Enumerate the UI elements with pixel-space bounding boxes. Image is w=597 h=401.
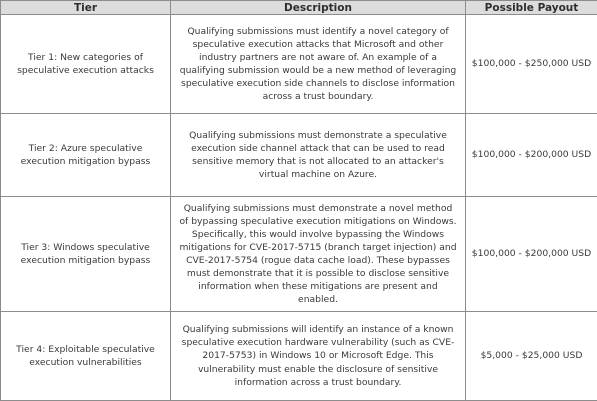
description-cell: Qualifying submissions must demonstrate a novel method of bypassing speculative execution mitigations on Windows. Specifically, this would involve bypassing the Windows mitigations for CVE-2017-5715 (branch target injection) and CVE-2017-5754 (rogue data cache load). These bypasses must demonstrate that it is possible to disclose sensitive information when these mitigations are present and enabled. xyxy=(171,197,466,312)
header-payout: Possible Payout xyxy=(466,1,597,15)
tier-cell: Tier 3: Windows speculative execution mitigation bypass xyxy=(1,197,171,312)
payout-cell: $100,000 - $250,000 USD xyxy=(466,15,597,114)
description-cell: Qualifying submissions will identify an instance of a known speculative execution hardware vulnerability (such as CVE-2017-5753) in Windows 10 or Microsoft Edge. This vulnerability must enable the disclosure of sensitive information across a trust boundary. xyxy=(171,312,466,401)
table-row xyxy=(1,15,597,114)
table-row xyxy=(1,197,597,312)
payout-cell: $100,000 - $200,000 USD xyxy=(466,114,597,197)
tier-cell: Tier 4: Exploitable speculative execution vulnerabilities xyxy=(1,312,171,401)
payout-cell: $5,000 - $25,000 USD xyxy=(466,312,597,401)
table-row xyxy=(1,114,597,197)
tier-cell: Tier 2: Azure speculative execution mitigation bypass xyxy=(1,114,171,197)
tier-cell: Tier 1: New categories of speculative execution attacks xyxy=(1,15,171,114)
description-cell: Qualifying submissions must demonstrate a speculative execution side channel attack that can be used to read sensitive memory that is not allocated to an attacker's virtual machine on Azure. xyxy=(171,114,466,197)
table-row xyxy=(1,312,597,401)
header-tier: Tier xyxy=(1,1,171,15)
table-header-row xyxy=(1,1,597,15)
description-cell: Qualifying submissions must identify a novel category of speculative execution attacks that Microsoft and other industry partners are not aware of. An example of a qualifying submission would be a new method of leveraging speculative execution side channels to disclose information across a trust boundary. xyxy=(171,15,466,114)
header-description: Description xyxy=(171,1,466,15)
payout-cell: $100,000 - $200,000 USD xyxy=(466,197,597,312)
